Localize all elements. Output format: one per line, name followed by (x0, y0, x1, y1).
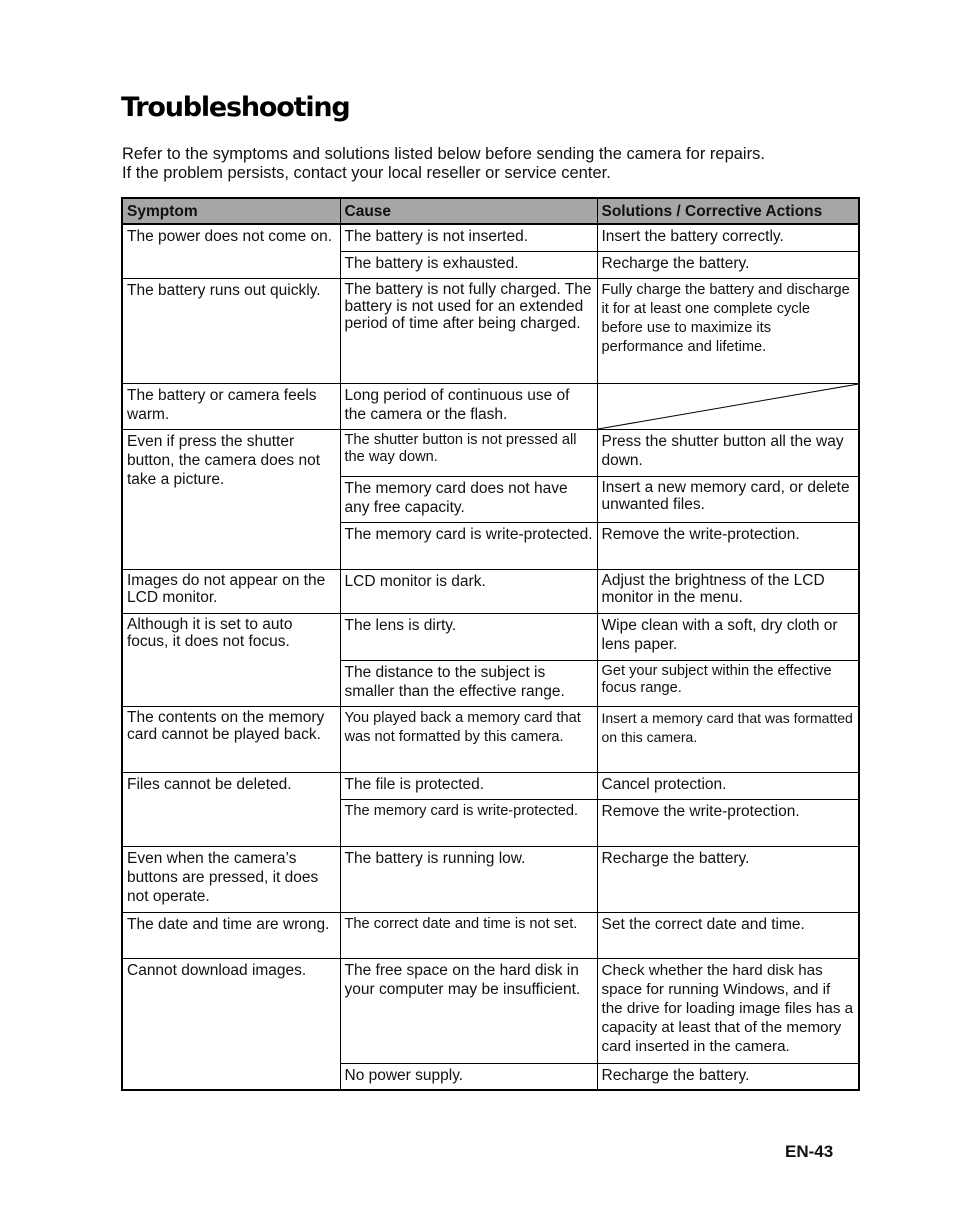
table-row (122, 429, 859, 476)
solution-cell: Insert the battery correctly. (597, 224, 859, 251)
solution-cell: Fully charge the battery and discharge it for at least one complete cycle before use to maximize its performance and lifetime. (597, 278, 859, 383)
intro-line-2: If the problem persists, contact your local reseller or service center. (122, 164, 611, 182)
solution-cell: Press the shutter button all the way down. (597, 429, 859, 476)
intro-line-1: Refer to the symptoms and solutions listed below before sending the camera for repairs. (122, 145, 765, 163)
solution-cell: Cancel protection. (597, 772, 859, 799)
solution-cell: Recharge the battery. (597, 251, 859, 278)
not-applicable-cell (597, 383, 859, 429)
cause-cell: The memory card is write-protected. (340, 522, 597, 569)
cause-cell: The memory card does not have any free capacity. (340, 476, 597, 522)
table-row (122, 706, 859, 772)
cause-cell: The battery is exhausted. (340, 251, 597, 278)
solution-cell: Remove the write-protection. (597, 522, 859, 569)
solution-cell: Recharge the battery. (597, 1063, 859, 1090)
cause-cell: The free space on the hard disk in your computer may be insufficient. (340, 958, 597, 1063)
table-row (122, 846, 859, 912)
page-number: EN-43 (785, 1142, 834, 1161)
symptom-cell: The date and time are wrong. (122, 912, 340, 958)
table-row (122, 772, 859, 799)
header-symptom: Symptom (122, 198, 340, 224)
solution-cell: Remove the write-protection. (597, 799, 859, 846)
troubleshooting-table (121, 197, 860, 1091)
cause-cell: The lens is dirty. (340, 613, 597, 660)
symptom-cell: Even when the camera’s buttons are pressed, it does not operate. (122, 846, 340, 912)
symptom-cell: Files cannot be deleted. (122, 772, 340, 846)
solution-cell: Adjust the brightness of the LCD monitor in the menu. (597, 569, 859, 613)
table-row (122, 958, 859, 1063)
table-row (122, 569, 859, 613)
cause-cell: No power supply. (340, 1063, 597, 1090)
symptom-cell: The battery or camera feels warm. (122, 383, 340, 429)
cause-cell: Long period of continuous use of the camera or the flash. (340, 383, 597, 429)
cause-cell: LCD monitor is dark. (340, 569, 597, 613)
header-solution: Solutions / Corrective Actions (597, 198, 859, 224)
symptom-cell: Images do not appear on the LCD monitor. (122, 569, 340, 613)
solution-cell: Insert a new memory card, or delete unwanted files. (597, 476, 859, 522)
table-row (122, 383, 859, 429)
header-cause: Cause (340, 198, 597, 224)
cause-cell: The battery is not inserted. (340, 224, 597, 251)
cause-cell: The memory card is write-protected. (340, 799, 597, 846)
table-row (122, 278, 859, 383)
solution-cell: Check whether the hard disk has space for running Windows, and if the drive for loading image files has a capacity at least that of the memory card inserted in the camera. (597, 958, 859, 1063)
symptom-cell: The contents on the memory card cannot be played back. (122, 706, 340, 772)
diagonal-slash (598, 384, 859, 429)
cause-cell: The battery is running low. (340, 846, 597, 912)
solution-cell: Insert a memory card that was formatted on this camera. (597, 706, 859, 772)
symptom-cell: Even if press the shutter button, the camera does not take a picture. (122, 429, 340, 569)
cause-cell: The file is protected. (340, 772, 597, 799)
table-header-row (122, 198, 859, 224)
symptom-cell: The power does not come on. (122, 224, 340, 278)
symptom-cell: Although it is set to auto focus, it does not focus. (122, 613, 340, 706)
table-row (122, 912, 859, 958)
page-title: Troubleshooting (121, 92, 350, 123)
table-row (122, 224, 859, 251)
symptom-cell: The battery runs out quickly. (122, 278, 340, 383)
table-row (122, 613, 859, 660)
cause-cell: The correct date and time is not set. (340, 912, 597, 958)
intro-text (122, 145, 882, 183)
solution-cell: Recharge the battery. (597, 846, 859, 912)
solution-cell: Wipe clean with a soft, dry cloth or lens paper. (597, 613, 859, 660)
cause-cell: The battery is not fully charged. The battery is not used for an extended period of time after being charged. (340, 278, 597, 383)
symptom-cell: Cannot download images. (122, 958, 340, 1090)
solution-cell: Set the correct date and time. (597, 912, 859, 958)
cause-cell: The distance to the subject is smaller than the effective range. (340, 660, 597, 706)
solution-cell: Get your subject within the effective focus range. (597, 660, 859, 706)
cause-cell: The shutter button is not pressed all the way down. (340, 429, 597, 476)
cause-cell: You played back a memory card that was not formatted by this camera. (340, 706, 597, 772)
